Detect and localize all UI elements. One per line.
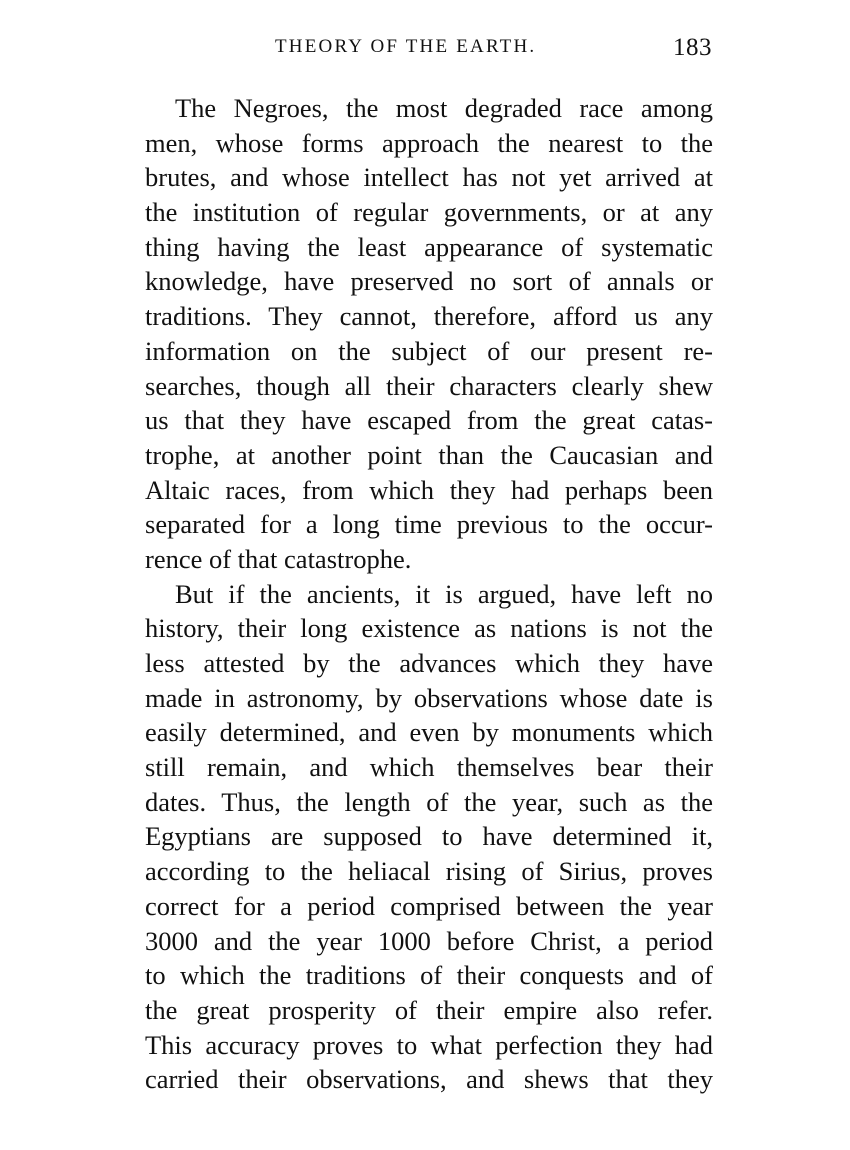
text-line: us that they have escaped from the great catas-: [145, 405, 713, 436]
running-head-title: THEORY OF THE EARTH.: [275, 36, 537, 57]
text-line: knowledge, have preserved no sort of annals or: [145, 266, 713, 297]
text-line: This accuracy proves to what perfection they had: [145, 1029, 713, 1060]
text-line: searches, though all their characters clearly shew: [145, 370, 713, 401]
text-line: information on the subject of our present re-: [145, 335, 713, 366]
text-line: thing having the least appearance of systematic: [145, 231, 713, 262]
running-head: [145, 34, 712, 68]
text-line: to which the traditions of their conquests and of: [145, 960, 713, 991]
text-line: trophe, at another point than the Caucasian and: [145, 439, 713, 470]
text-line: dates. Thus, the length of the year, such as the: [145, 786, 713, 817]
paragraph: [145, 91, 713, 577]
text-line: the institution of regular governments, or at any: [145, 197, 713, 228]
text-line: The Negroes, the most degraded race among: [175, 93, 713, 123]
text-line: still remain, and which themselves bear their: [145, 752, 713, 783]
text-line: rence of that catastrophe.: [145, 543, 412, 574]
text-line: brutes, and whose intellect has not yet arrived at: [145, 162, 713, 193]
text-line: easily determined, and even by monuments which: [145, 717, 713, 748]
page-number: 183: [673, 34, 712, 61]
text-line: But if the ancients, it is argued, have left no: [175, 578, 713, 609]
text-line: 3000 and the year 1000 before Christ, a period: [145, 925, 713, 956]
text-line: less attested by the advances which they have: [145, 648, 713, 678]
text-line: traditions. They cannot, therefore, afford us any: [145, 301, 713, 332]
text-line: made in astronomy, by observations whose date is: [145, 682, 713, 713]
paragraph: [145, 577, 713, 1097]
text-line: history, their long existence as nations is not the: [145, 613, 713, 644]
text-line: correct for a period comprised between the year: [145, 890, 713, 921]
text-line: according to the heliacal rising of Sirius, proves: [145, 856, 713, 887]
body-text: [145, 91, 713, 1097]
text-line: Egyptians are supposed to have determined it,: [145, 821, 713, 852]
text-line: separated for a long time previous to the occur-: [145, 509, 713, 540]
text-line: the great prosperity of their empire also refer.: [145, 994, 713, 1025]
text-line: carried their observations, and shews that they: [145, 1064, 713, 1095]
text-line: men, whose forms approach the nearest to the: [145, 127, 713, 158]
text-line: Altaic races, from which they had perhaps been: [145, 474, 713, 505]
